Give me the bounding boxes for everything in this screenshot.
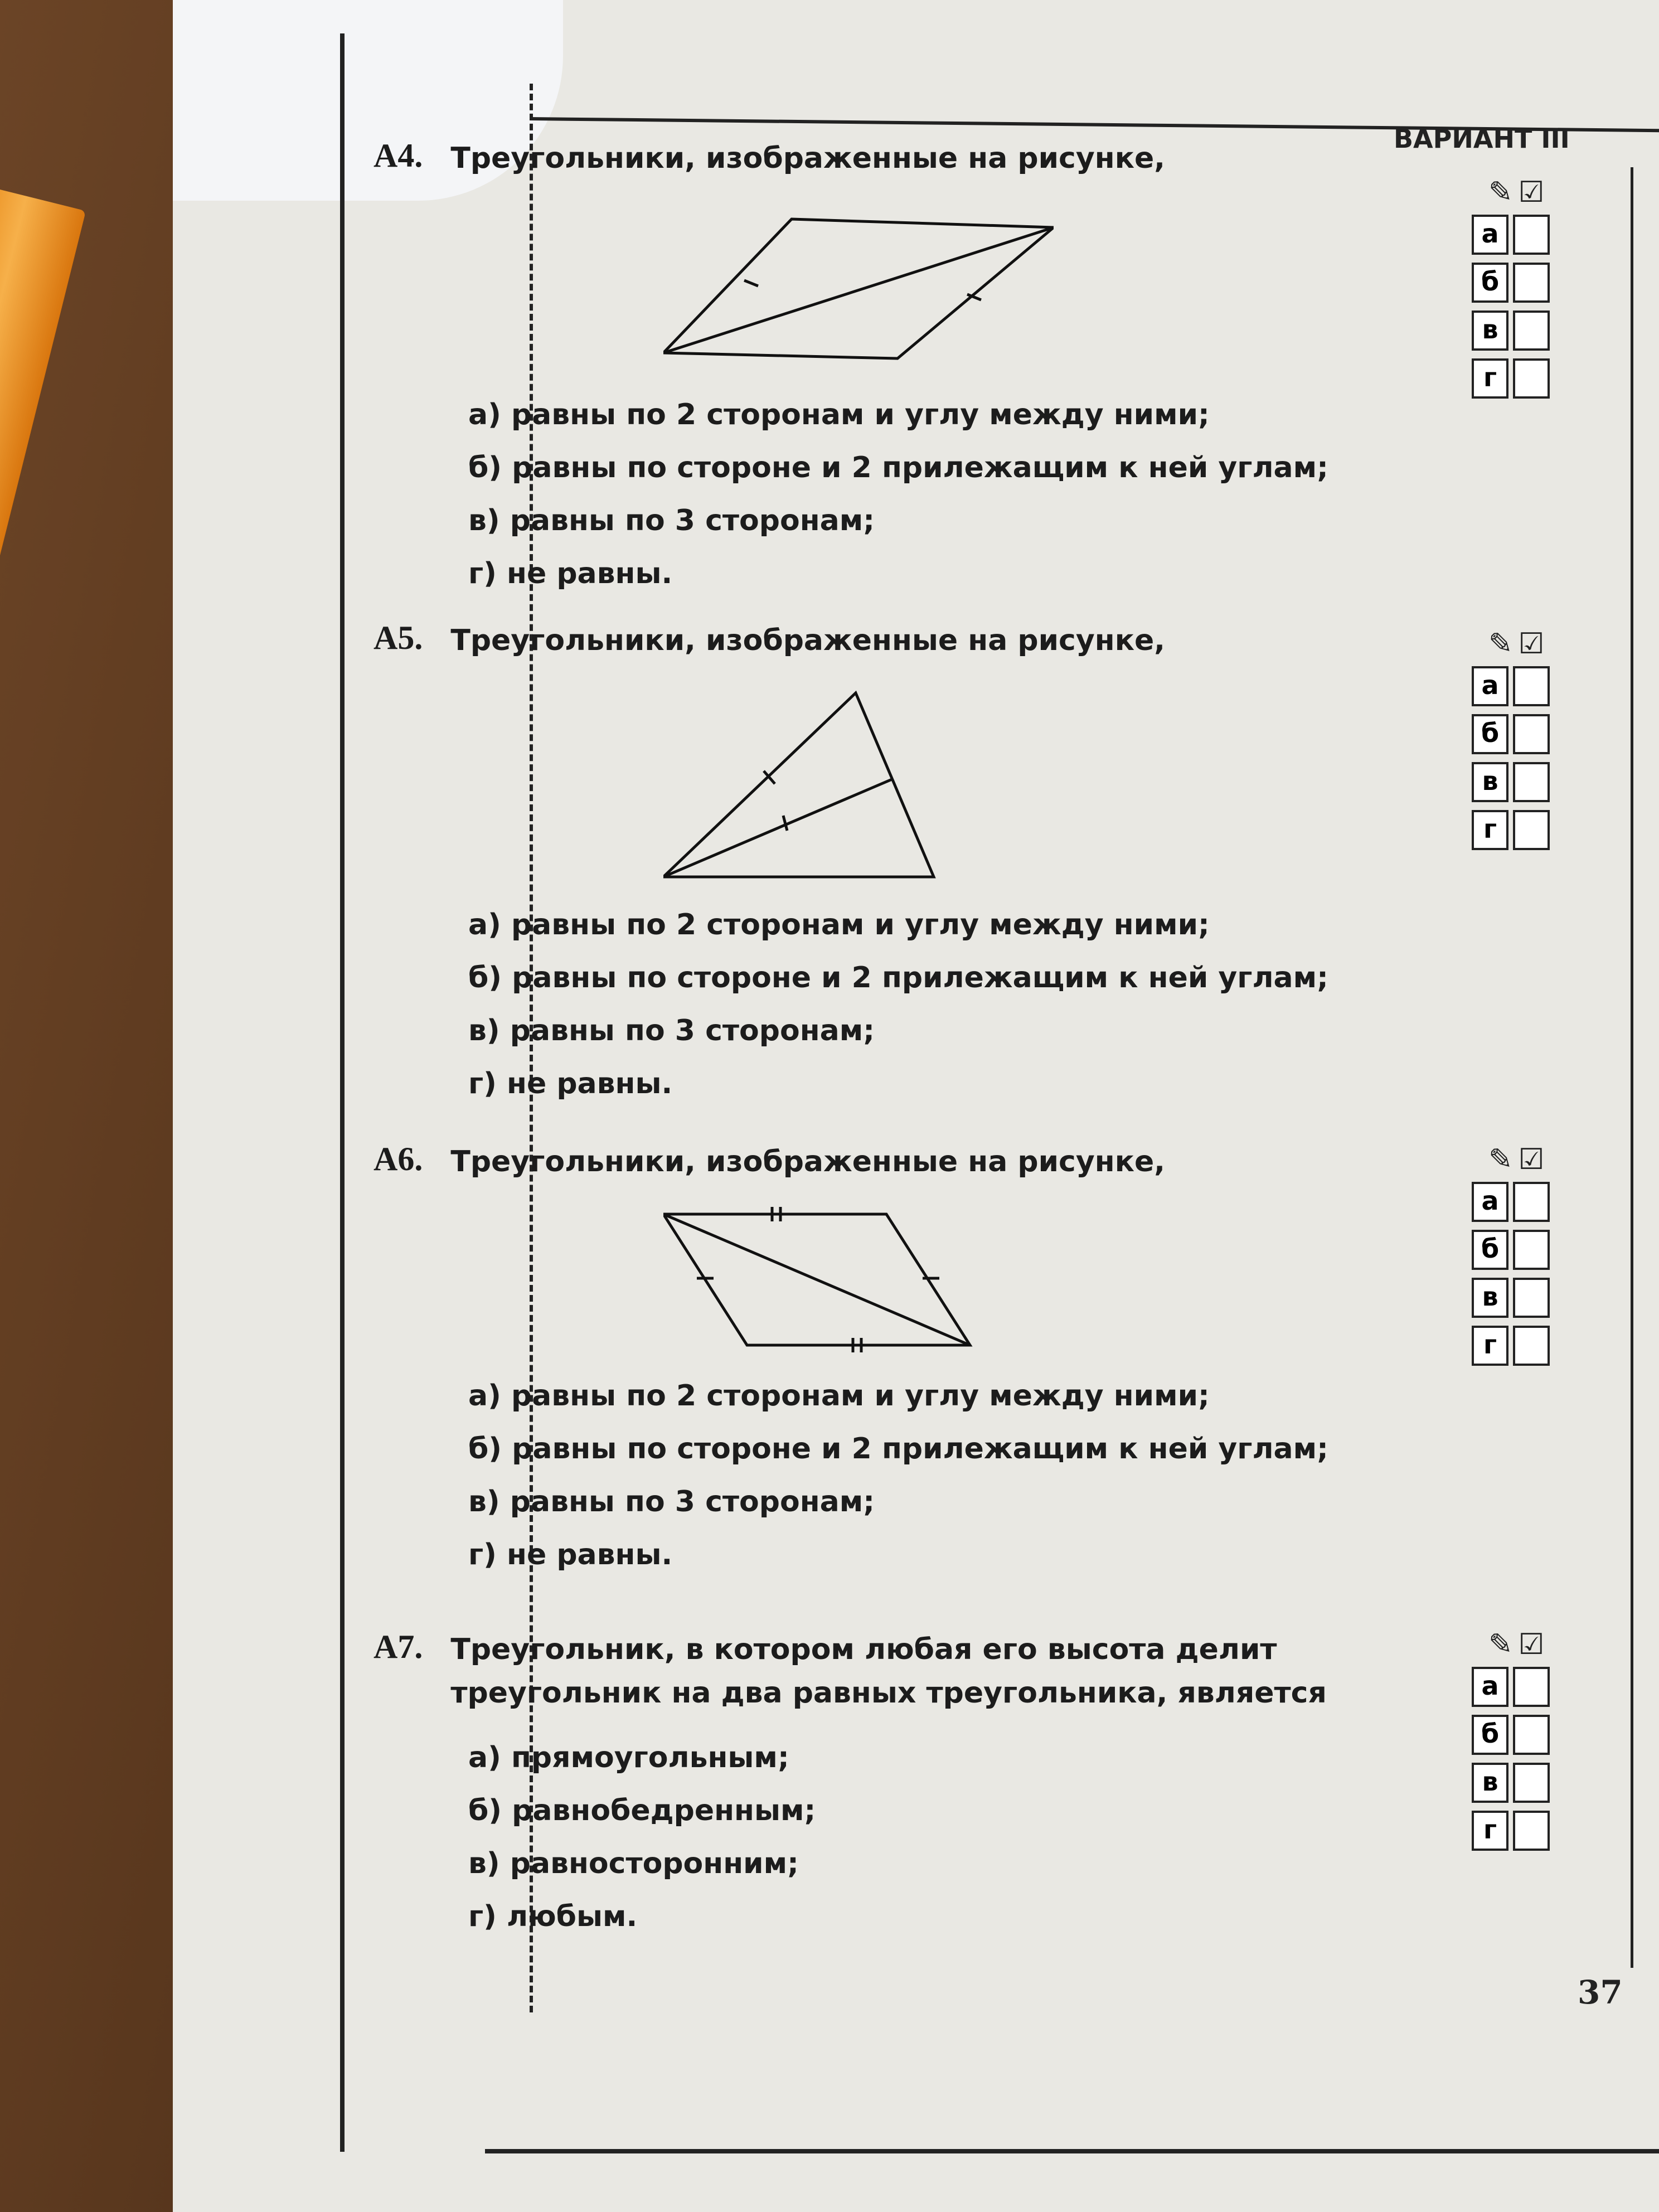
answer-letter: а [1472,1667,1508,1707]
option-b[interactable]: б) равнобедренным; [468,1794,816,1827]
answer-checkbox-v[interactable] [1513,1763,1550,1803]
answer-letter: а [1472,666,1508,706]
answer-letter: г [1472,358,1508,399]
checkbox-icon: ☑ [1518,176,1545,209]
option-g[interactable]: г) не равны. [468,557,673,590]
option-v[interactable]: в) равны по 3 сторонам; [468,1485,875,1519]
question-number: А5. [373,619,423,656]
question-number: А7. [373,1628,423,1665]
answer-letter: в [1472,311,1508,351]
figure-triangle-median [663,685,953,885]
page-frame-left [340,33,345,2152]
option-b[interactable]: б) равны по стороне и 2 прилежащим к ней углам; [468,1432,1328,1466]
option-a[interactable]: а) равны по 2 сторонам и углу между ними; [468,398,1210,431]
answer-letter: б [1472,1715,1508,1755]
checkbox-icon: ☑ [1518,627,1545,661]
question-text: Треугольник, в котором любая его высота делит треугольник на два равных треугольника, является [450,1633,1327,1710]
answer-box-a4 [1472,176,1561,406]
pen-icon: ✎ [1488,176,1513,209]
question-a4 [373,137,1461,600]
answer-checkbox-a[interactable] [1513,1667,1550,1707]
page-number: 37 [1578,1973,1623,2011]
answer-letter: а [1472,215,1508,255]
answer-checkbox-a[interactable] [1513,215,1550,255]
pen-icon: ✎ [1488,1143,1513,1176]
answer-checkbox-a[interactable] [1513,1182,1550,1222]
answer-letter: а [1472,1182,1508,1222]
question-text: Треугольники, изображенные на рисунке, [450,1145,1166,1178]
answer-letter: г [1472,810,1508,850]
answer-letter: г [1472,1811,1508,1851]
option-a[interactable]: а) равны по 2 сторонам и углу между ними; [468,1379,1210,1413]
answer-checkbox-g[interactable] [1513,1811,1550,1851]
page-frame-bottom [485,2149,1659,2153]
answer-letter: б [1472,263,1508,303]
answer-checkbox-v[interactable] [1513,311,1550,351]
answer-checkbox-g[interactable] [1513,810,1550,850]
checkbox-icon: ☑ [1518,1143,1545,1176]
pen-icon: ✎ [1488,1628,1513,1661]
option-g[interactable]: г) не равны. [468,1067,673,1100]
answer-checkbox-b[interactable] [1513,1715,1550,1755]
checkbox-icon: ☑ [1518,1628,1545,1661]
option-g[interactable]: г) любым. [468,1900,638,1933]
option-v[interactable]: в) равны по 3 сторонам; [468,504,875,537]
question-a6 [373,1140,1461,1582]
answer-checkbox-b[interactable] [1513,263,1550,303]
question-text: Треугольники, изображенные на рисунке, [450,624,1166,657]
answer-box-a5 [1472,627,1561,858]
option-a[interactable]: а) прямоугольным; [468,1741,789,1774]
option-v[interactable]: в) равносторонним; [468,1847,799,1880]
question-number: А6. [373,1141,423,1177]
answer-checkbox-a[interactable] [1513,666,1550,706]
answer-column-rule [1631,167,1633,1968]
option-g[interactable]: г) не равны. [468,1538,673,1571]
figure-parallelogram-marked [663,1206,987,1356]
question-number: А4. [373,137,423,174]
answer-checkbox-g[interactable] [1513,358,1550,399]
answer-letter: б [1472,714,1508,754]
option-a[interactable]: а) равны по 2 сторонам и углу между ними; [468,908,1210,942]
variant-label: ВАРИАНТ III [1394,124,1570,154]
answer-letter: в [1472,1763,1508,1803]
answer-checkbox-b[interactable] [1513,1230,1550,1270]
question-a5 [373,619,1461,1110]
answer-letter: б [1472,1230,1508,1270]
answer-box-a6 [1472,1143,1561,1374]
answer-letter: в [1472,1278,1508,1318]
answer-checkbox-b[interactable] [1513,714,1550,754]
answer-letter: г [1472,1326,1508,1366]
answer-checkbox-v[interactable] [1513,762,1550,802]
question-text: Треугольники, изображенные на рисунке, [450,142,1166,175]
answer-checkbox-g[interactable] [1513,1326,1550,1366]
figure-parallelogram-diagonal [663,202,1054,375]
answer-checkbox-v[interactable] [1513,1278,1550,1318]
answer-box-a7 [1472,1628,1561,1859]
answer-letter: в [1472,762,1508,802]
option-b[interactable]: б) равны по стороне и 2 прилежащим к ней углам; [468,961,1328,995]
option-v[interactable]: в) равны по 3 сторонам; [468,1014,875,1047]
pen-icon: ✎ [1488,627,1513,661]
option-b[interactable]: б) равны по стороне и 2 прилежащим к ней углам; [468,451,1328,484]
question-a7 [373,1628,1461,1943]
